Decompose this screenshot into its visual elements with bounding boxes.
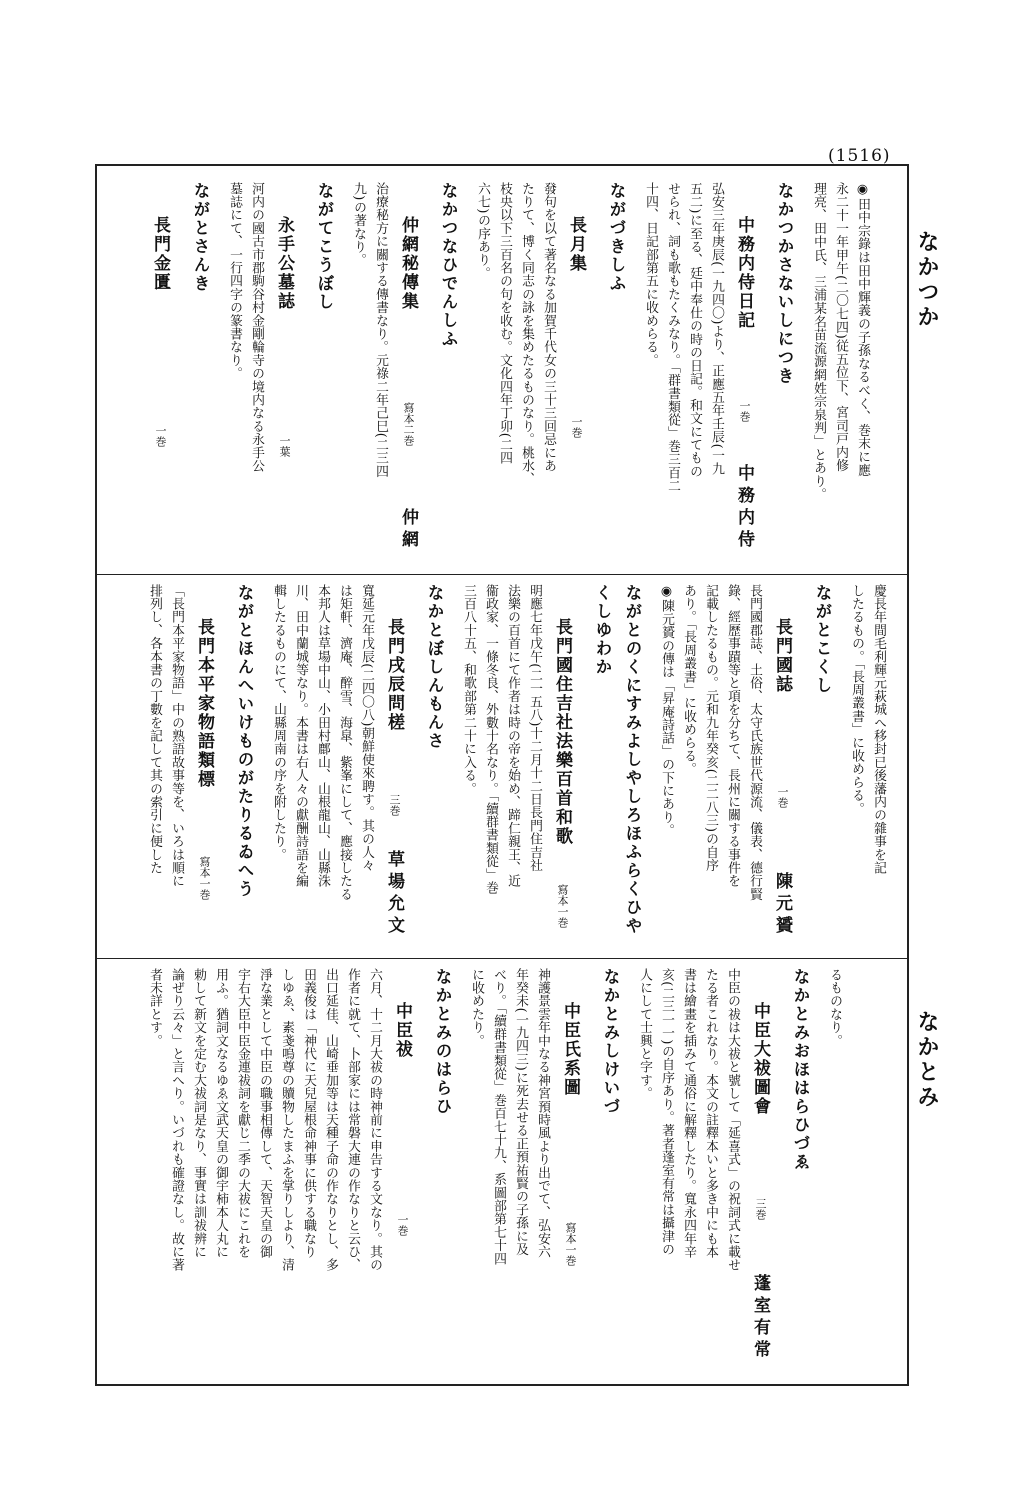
entry-title: 長門本平家物語類標 — [194, 618, 214, 789]
entry-author — [385, 1362, 419, 1372]
description-line: ◉陳元贇の傳は「昇庵詩話」の下にあり。 — [659, 584, 674, 837]
description-line: 三百八十五、和歌部第二十に入る。 — [461, 584, 476, 796]
description-line: 九)の著なり。 — [351, 182, 366, 267]
section-top — [143, 182, 893, 562]
description-line: 錄、經歷事蹟等と項を分ちて、長州に關する事件を — [725, 584, 740, 888]
description-line: 法樂の百首にて作者は時の帝を始め、蹄仁親王、近 — [505, 584, 520, 888]
entry-volume: 一巻 — [154, 425, 167, 447]
description-line: 十四、日記部第五に收めらる。 — [643, 182, 658, 367]
entry-title-line — [545, 584, 579, 948]
entry-volume: 三巻 — [754, 1198, 767, 1220]
description-line: 墓誌にて、一行四字の篆書なり。 — [227, 182, 242, 380]
note-line: 永二十一年甲午(二〇七四)従五位下、宮司戸内修 — [833, 182, 848, 473]
description-line: 河内の國古市郡駒谷村金剛輪寺の境内なる永手公 — [249, 182, 264, 473]
description-line: 慶長年間毛利輝元萩城へ移封已後藩内の雜事を記 — [871, 584, 886, 875]
entry-title: 長月集 — [566, 216, 586, 273]
entry-volume: 一巻 — [738, 400, 751, 422]
description-line: 弘安三年庚辰(一九四〇)より、正應五年壬辰(一九 — [709, 182, 724, 476]
description-line: 枝央以下三百名の句を收む。文化四年丁卯(二四 — [497, 182, 512, 465]
section-middle — [143, 584, 893, 948]
entry-author — [143, 552, 177, 562]
description-line: 年癸未(一九四三)に死去せる正預祐賢の子孫に及 — [513, 968, 528, 1256]
description-line: 五二)に至る、廷中奉仕の時の日記。和文にてもの — [687, 182, 702, 478]
description-line: したるもの。「長周叢書」に收めらる。 — [849, 584, 864, 816]
page-frame — [95, 164, 909, 1386]
entry-author: 草場允文 — [384, 850, 404, 938]
description-line: しゆゑ、素戔嗚尊の贖物したまふを掌りしより、清 — [279, 968, 294, 1272]
entry-volume: 一葉 — [278, 434, 291, 457]
entry-author — [545, 938, 579, 948]
entry-title-line — [385, 968, 419, 1372]
description-line: 長門國郡誌、土俗、太守氏族世代源流、儀表、德行賢 — [747, 584, 762, 901]
description-line: 發句を以て著名なる加賀千代女の三十三回忌にあ — [541, 182, 556, 473]
description-line: 者未詳とす。 — [147, 968, 162, 1048]
description-line: 衞政家、一條冬良、外數十名なり。「續群書類從」巻 — [483, 584, 498, 895]
entry-title: 中臣大祓圖會 — [750, 1002, 770, 1116]
entry-author: 陳元贇 — [772, 872, 792, 938]
entry-volume: 寫本二巻 — [402, 401, 415, 446]
entry-title-line — [391, 182, 425, 562]
entry-volume: 一巻 — [776, 786, 789, 808]
description-line: 寬延元年戊辰(二四〇八)朝鮮使來聘す。其の人々 — [359, 584, 374, 872]
entry-title-line — [143, 182, 177, 562]
entry-reading-heading: ながとのくにすみよしやしろほふらくひやくしゆわか — [593, 584, 642, 936]
entry-reading-heading: なかとみのはらひ — [433, 968, 452, 1116]
description-line: 記載したるもの。元和九年癸亥(二二八三)の自序 — [703, 584, 718, 872]
page-number: (1516) — [828, 146, 891, 166]
description-line: 人にして士興と字す。 — [637, 968, 652, 1100]
entry-reading-heading: ながとさんき — [191, 182, 210, 293]
description-line: は矩軒、濟庵、醉雪、海皐、紫峯にして、應接したる — [337, 584, 352, 901]
entry-author — [559, 552, 593, 562]
description-line: 勅して新文を定む大祓詞是なり、事實は訓祓辨に — [191, 968, 206, 1259]
running-head-lower: なかとみ — [914, 1010, 940, 1110]
entry-volume: 寫本一巻 — [198, 855, 211, 900]
description-line: 排列し、各本書の丁數を記して其の索引に便した — [147, 584, 162, 875]
entry-reading-heading: なかとぼしんもんさ — [425, 584, 444, 751]
description-line: るものなり。 — [827, 968, 842, 1048]
description-line: 淨な業として中臣の職事相傳して、天智天皇の御 — [257, 968, 272, 1259]
description-line: たる者これなり。本文の註釋本いと多き中にも本 — [703, 968, 718, 1259]
description-line: 書は繪畫を插みて通俗に解釋したり。寬永四年辛 — [681, 968, 696, 1259]
note-line: ◉田中宗錄は田中輝義の子孫なるべく、巻末に應 — [855, 182, 870, 477]
entry-volume: 寫本一巻 — [564, 1221, 577, 1266]
entry-author: 仲網 — [398, 508, 418, 552]
section-divider — [97, 958, 907, 959]
entry-reading-heading: なかつかさないしにつき — [775, 182, 794, 386]
entry-volume: 一巻 — [570, 415, 583, 438]
description-line: 「長門本平家物語」中の熟語故事等を、いろは順に — [169, 584, 184, 888]
entry-title: 仲網秘傳集 — [398, 216, 418, 311]
description-line: 作者に就て、卜部家には常磐大連の作なりと云ひ、 — [345, 968, 360, 1272]
description-line: 神護景雲年中なる神宮預時風より出でて、弘安六 — [535, 968, 550, 1259]
description-line: せられ、詞も歌もたくみなり。「群書類從」巻三百二 — [665, 182, 680, 493]
entry-title: 中臣祓 — [392, 1002, 412, 1059]
description-line: 宇右大臣中臣金連祓詞を獻じ二季の大祓にこれを — [235, 968, 250, 1259]
entry-title-line — [765, 584, 799, 948]
entry-title: 長門國誌 — [772, 618, 792, 694]
description-line: べり。「續群書類從」巻百七十九、系圖部第七十四 — [491, 968, 506, 1266]
description-line: 六七)の序あり。 — [475, 182, 490, 280]
entry-author: 蓬室有常 — [750, 1274, 770, 1362]
entry-reading-heading: ながとこくし — [813, 584, 832, 695]
description-line: 六月、十二月大祓の時神前に申告する文なり。其の — [367, 968, 382, 1272]
description-line: 治療秘方に關する傳書なり。元祿二年己巳(二三四 — [373, 182, 388, 478]
running-head-upper: なかつか — [914, 230, 940, 330]
entry-reading-heading: なかつなひでんしふ — [439, 182, 458, 349]
description-line: 出口延佳、山崎垂加等は天種子命の作なりとし、多 — [323, 968, 338, 1272]
description-line: 論ぜり云々」と言へり。いづれも確證なし。故に著 — [169, 968, 184, 1272]
entry-title-line — [377, 584, 411, 948]
entry-title: 永手公墓誌 — [274, 216, 294, 311]
entry-title-line — [743, 968, 777, 1372]
description-line: 本邦人は草場中山、小田村鄜山、山根龍山、山縣洙 — [315, 584, 330, 888]
entry-title-line — [727, 182, 761, 562]
entry-title: 長門戌辰問槎 — [384, 618, 404, 732]
entry-title: 長門國住吉社法樂百首和歌 — [552, 618, 572, 846]
section-divider — [97, 574, 907, 575]
entry-author — [267, 552, 301, 562]
description-line: 田義俊は「神代に天兒屋根命神事に供する職なり — [301, 968, 316, 1259]
entry-author — [187, 938, 221, 948]
description-line: 中臣の祓は大祓と號して「延喜式」の祝詞式に載せ — [725, 968, 740, 1272]
description-line: に收めたり。 — [469, 968, 484, 1048]
entry-reading-heading: なかとみおほはらひづゑ — [791, 968, 810, 1172]
description-line: 用ふ。猶詞文なるゆゑ文武天皇の御宇柿本人丸に — [213, 968, 228, 1259]
entry-reading-heading: ながとほんへいけものがたりるゐへう — [235, 584, 254, 899]
entry-title-line — [267, 182, 301, 562]
description-line: 川、田中蘭城等なり。本書は右人々の獻酬詩語を編 — [293, 584, 308, 888]
description-line: たりて、博く同志の詠を集めたるものなり。桃水、 — [519, 182, 534, 486]
entry-title: 中務内侍日記 — [734, 216, 754, 330]
entry-author — [553, 1362, 587, 1372]
description-line: あり。「長周叢書」に收めらる。 — [681, 584, 696, 776]
entry-title: 長門金匱 — [150, 216, 170, 292]
description-line: 亥(二三一一)の自序あり。著者蓬室有常は攝津の — [659, 968, 674, 1256]
description-line: 輯したるものにて、山縣周南の序を附したり。 — [271, 584, 286, 862]
description-line: 明應七年戊午(二一五八)十二月十二日長門住吉社 — [527, 584, 542, 872]
entry-title: 中臣氏系圖 — [560, 1002, 580, 1097]
entry-reading-heading: なかとみしけいづ — [601, 968, 620, 1116]
section-bottom — [143, 968, 893, 1372]
entry-reading-heading: ながてこうぼし — [315, 182, 334, 312]
entry-title-line — [187, 584, 221, 948]
entry-volume: 三巻 — [388, 794, 401, 816]
entry-volume: 一巻 — [396, 1213, 409, 1236]
entry-reading-heading: ながづきしふ — [607, 182, 626, 293]
entry-title-line — [559, 182, 593, 562]
entry-title-line — [553, 968, 587, 1372]
entry-author: 中務内侍 — [734, 464, 754, 552]
note-line: 理亮、田中氏、三浦某名苗流源網姓宗泉判」とあり。 — [811, 182, 826, 502]
entry-volume: 寫本一巻 — [556, 884, 569, 928]
